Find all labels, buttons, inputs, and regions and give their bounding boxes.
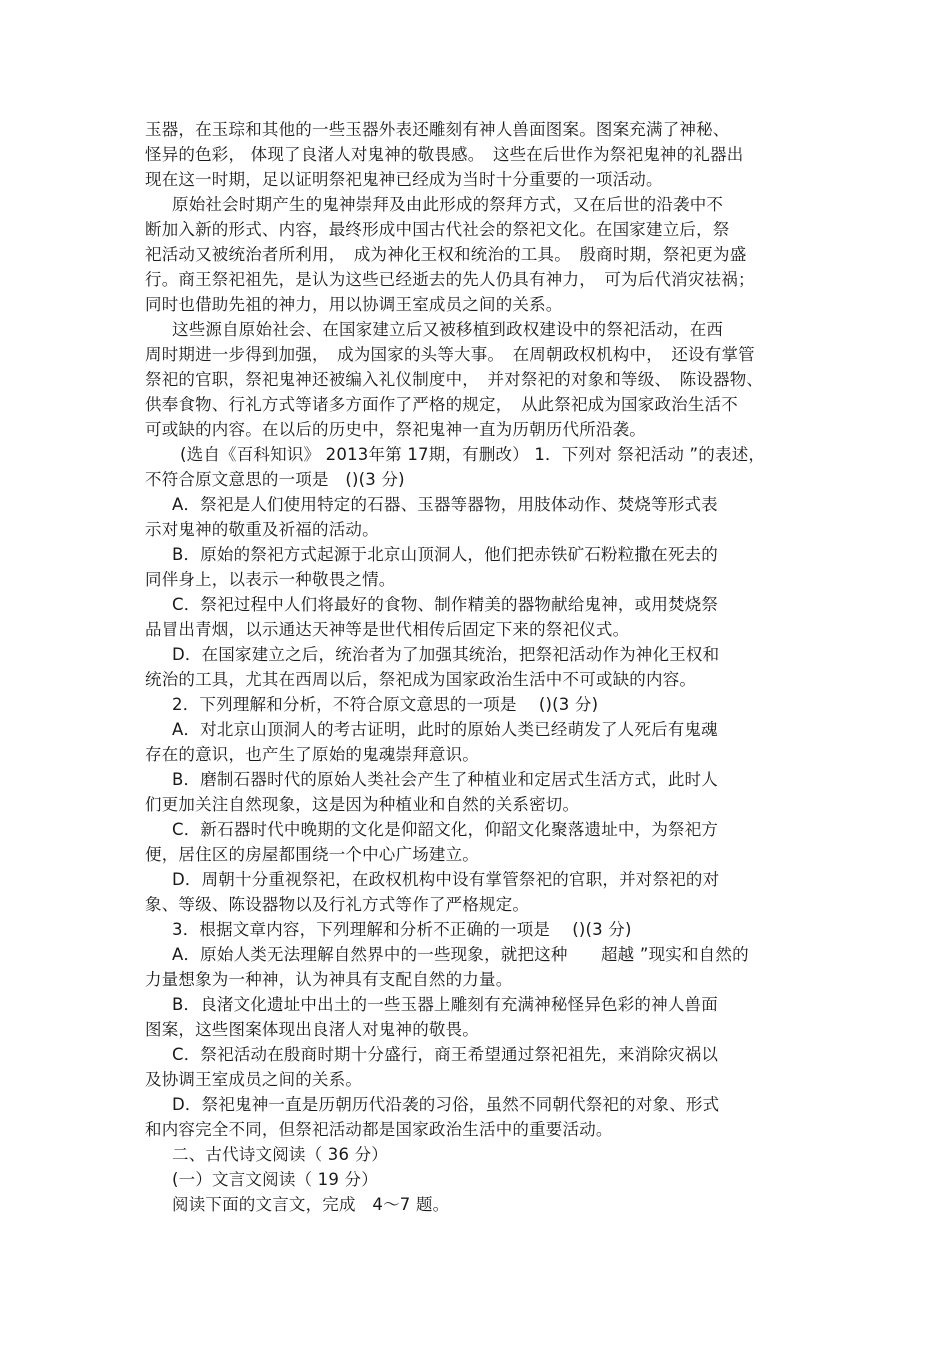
option-line: B．原始的祭祀方式起源于北京山顶洞人，他们把赤铁矿石粉粒撒在死去的 (172, 545, 718, 564)
text-line: 存在的意识，也产生了原始的鬼魂崇拜意识。 (145, 745, 479, 764)
text-line: 祭祀的官职，祭祀鬼神还被编入礼仪制度中， 并对祭祀的对象和等级、 陈设器物、 (145, 370, 764, 389)
text-line: 及协调王室成员之间的关系。 (145, 1070, 363, 1089)
text-line: 示对鬼神的敬重及祈福的活动。 (145, 520, 379, 539)
text-line: 象、等级、陈设器物以及行礼方式等作了严格规定。 (145, 895, 530, 914)
text-line: 便，居住区的房屋都围绕一个中心广场建立。 (145, 845, 479, 864)
option-line: C．祭祀过程中人们将最好的食物、制作精美的器物献给鬼神，或用焚烧祭 (172, 595, 719, 614)
option-line: B．磨制石器时代的原始人类社会产生了种植业和定居式生活方式，此时人 (172, 770, 718, 789)
text-line: 这些源自原始社会、在国家建立后又被移植到政权建设中的祭祀活动，在西 (172, 320, 724, 339)
text-line: 品冒出青烟，以示通达天神等是世代相传后固定下来的祭祀仪式。 (145, 620, 630, 639)
text-line: 们更加关注自然现象，这是因为种植业和自然的关系密切。 (145, 795, 580, 814)
option-line: C．新石器时代中晚期的文化是仰韶文化，仰韶文化聚落遗址中，为祭祀方 (172, 820, 719, 839)
text-line: 和内容完全不同，但祭祀活动都是国家政治生活中的重要活动。 (145, 1120, 613, 1139)
text-line: 供奉食物、行礼方式等诸多方面作了严格的规定， 从此祭祀成为国家政治生活不 (145, 395, 738, 414)
text-line: 祀活动又被统治者所利用， 成为神化王权和统治的工具。 殷商时期，祭祀更为盛 (145, 245, 747, 264)
text-line: 现在这一时期，足以证明祭祀鬼神已经成为当时十分重要的一项活动。 (145, 170, 663, 189)
question-line: 2．下列理解和分析，不符合原文意思的一项是 ()(3 分) (172, 695, 599, 714)
option-line: D．祭祀鬼神一直是历朝历代沿袭的习俗，虽然不同朝代祭祀的对象、形式 (172, 1095, 720, 1114)
option-line: A．对北京山顶洞人的考古证明，此时的原始人类已经萌发了人死后有鬼魂 (172, 720, 718, 739)
text-line: 不符合原文意思的一项是 ()(3 分) (145, 470, 405, 489)
instruction-line: 阅读下面的文言文，完成 4～7 题。 (172, 1195, 450, 1214)
option-line: A．原始人类无法理解自然界中的一些现象，就把这种 超越 ”现实和自然的 (172, 945, 749, 964)
subsection-heading: (一）文言文阅读（ 19 分） (172, 1170, 378, 1189)
text-line: 玉器，在玉琮和其他的一些玉器外表还雕刻有神人兽面图案。图案充满了神秘、 (145, 120, 730, 139)
option-line: D．在国家建立之后，统治者为了加强其统治，把祭祀活动作为神化王权和 (172, 645, 720, 664)
text-line: 行。商王祭祀祖先，是认为这些已经逝去的先人仍具有神力， 可为后代消灾祛祸； (145, 270, 755, 289)
text-line: 周时期进一步得到加强， 成为国家的头等大事。 在周朝政权机构中， 还设有掌管 (145, 345, 755, 364)
text-line: (选自《百科知识》 2013年第 17期，有删改） 1．下列对 祭祀活动 ”的表述， (180, 445, 766, 464)
section-heading: 二、古代诗文阅读（ 36 分） (172, 1145, 388, 1164)
text-line: 力量想象为一种神，认为神具有支配自然的力量。 (145, 970, 513, 989)
option-line: D．周朝十分重视祭祀，在政权机构中设有掌管祭祀的官职，并对祭祀的对 (172, 870, 720, 889)
text-line: 同时也借助先祖的神力，用以协调王室成员之间的关系。 (145, 295, 563, 314)
text-line: 同伴身上，以表示一种敬畏之情。 (145, 570, 396, 589)
text-line: 原始社会时期产生的鬼神崇拜及由此形成的祭拜方式，又在后世的沿袭中不 (172, 195, 724, 214)
text-line: 可或缺的内容。在以后的历史中，祭祀鬼神一直为历朝历代所沿袭。 (145, 420, 646, 439)
text-line: 怪异的色彩， 体现了良渚人对鬼神的敬畏感。 这些在后世作为祭祀鬼神的礼器出 (145, 145, 744, 164)
option-line: B．良渚文化遗址中出土的一些玉器上雕刻有充满神秘怪异色彩的神人兽面 (172, 995, 718, 1014)
text-line: 断加入新的形式、内容，最终形成中国古代社会的祭祀文化。在国家建立后，祭 (145, 220, 730, 239)
option-line: C．祭祀活动在殷商时期十分盛行，商王希望通过祭祀祖先，来消除灾祸以 (172, 1045, 719, 1064)
option-line: A．祭祀是人们使用特定的石器、玉器等器物，用肢体动作、焚烧等形式表 (172, 495, 718, 514)
text-line: 图案，这些图案体现出良渚人对鬼神的敬畏。 (145, 1020, 479, 1039)
question-line: 3．根据文章内容，下列理解和分析不正确的一项是 ()(3 分) (172, 920, 632, 939)
text-line: 统治的工具，尤其在西周以后，祭祀成为国家政治生活中不可或缺的内容。 (145, 670, 697, 689)
